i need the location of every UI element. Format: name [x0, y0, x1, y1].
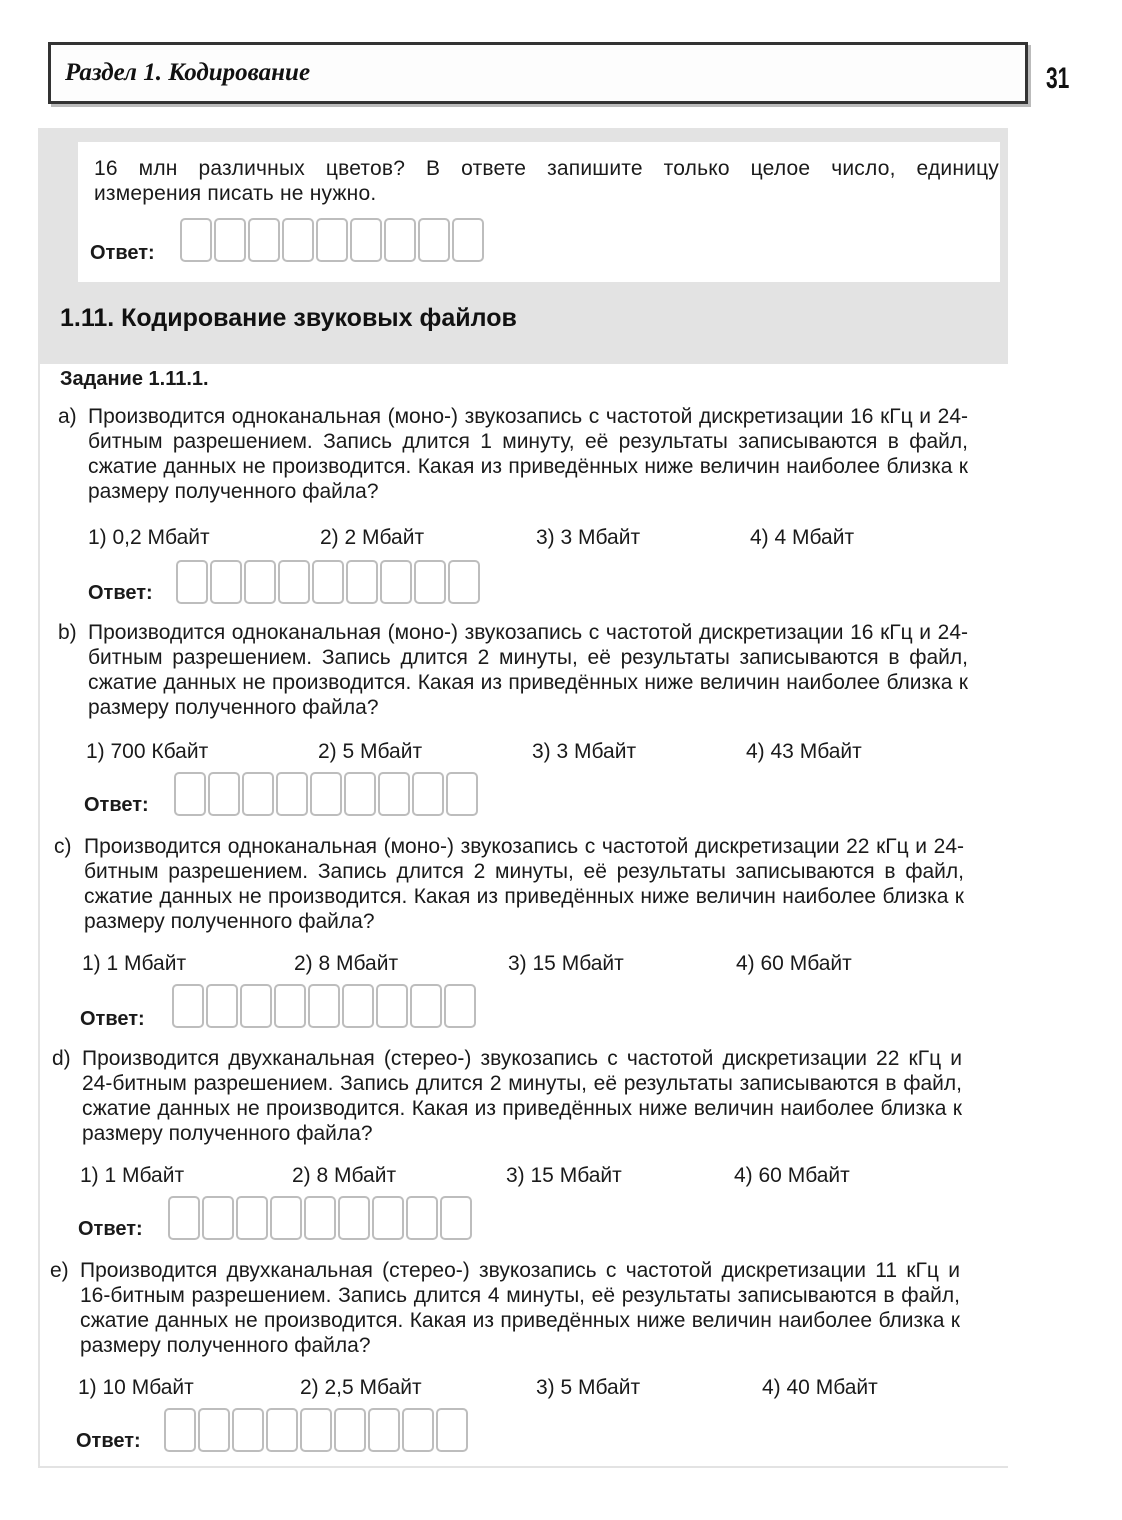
intro-line-2: измерения писать не нужно.	[94, 182, 377, 205]
intro-answer-boxes[interactable]	[180, 218, 484, 262]
options-b	[86, 740, 926, 766]
option-3[interactable]: 3) 15 Мбайт	[508, 952, 624, 975]
page-number: 31	[1046, 62, 1070, 95]
intro-line-1: 16 млн различных цветов? В ответе запишите только целое число, единицу	[94, 157, 999, 180]
answer-boxes-b[interactable]	[174, 772, 478, 816]
option-4[interactable]: 4) 43 Мбайт	[746, 740, 862, 763]
question-letter: e)	[50, 1259, 69, 1282]
option-1[interactable]: 1) 0,2 Мбайт	[88, 526, 210, 549]
question-letter: d)	[52, 1047, 71, 1070]
question-a	[58, 404, 968, 504]
question-text: Производится одноканальная (моно-) звукозапись с частотой дискретизации 16 кГц и 24-битным разрешением. Запись длится 2 минуты, её результаты записываются в файл, сжатие данных не производится. Какая из приведённых ниже величин наиболее близка к размеру полученного файла?	[88, 621, 968, 719]
task-title: Задание 1.11.1.	[60, 368, 209, 390]
option-2[interactable]: 2) 5 Мбайт	[318, 740, 423, 763]
question-letter: a)	[58, 405, 77, 428]
question-text: Производится одноканальная (моно-) звукозапись с частотой дискретизации 16 кГц и 24-битным разрешением. Запись длится 1 минуту, её результаты записываются в файл, сжатие данных не производится. Какая из приведённых ниже величин наиболее близка к размеру полученного файла?	[88, 405, 968, 503]
answer-boxes-a[interactable]	[176, 560, 480, 604]
question-text: Производится одноканальная (моно-) звукозапись с частотой дискретизации 22 кГц и 24-битным разрешением. Запись длится 2 минуты, её результаты записываются в файл, сжатие данных не производится. Какая из приведённых ниже величин наиболее близка к размеру полученного файла?	[84, 835, 964, 933]
question-b	[58, 620, 968, 720]
option-1[interactable]: 1) 10 Мбайт	[78, 1376, 194, 1399]
answer-label-b: Ответ:	[84, 794, 149, 816]
option-3[interactable]: 3) 3 Мбайт	[532, 740, 637, 763]
question-letter: c)	[54, 835, 72, 858]
option-2[interactable]: 2) 2,5 Мбайт	[300, 1376, 422, 1399]
options-c	[82, 952, 922, 978]
section-header-title: Раздел 1. Кодирование	[65, 59, 311, 86]
option-4[interactable]: 4) 60 Мбайт	[736, 952, 852, 975]
options-e	[78, 1376, 918, 1402]
option-1[interactable]: 1) 1 Мбайт	[80, 1164, 185, 1187]
question-text: Производится двухканальная (стерео-) звукозапись с частотой дискретизации 11 кГц и 16-битным разрешением. Запись длится 4 минуты, её результаты записываются в файл, сжатие данных не производится. Какая из приведённых ниже величин наиболее близка к размеру полученного файла?	[80, 1259, 960, 1357]
answer-boxes-c[interactable]	[172, 984, 476, 1028]
option-2[interactable]: 2) 8 Мбайт	[292, 1164, 397, 1187]
question-letter: b)	[58, 621, 77, 644]
answer-label-e: Ответ:	[76, 1430, 141, 1452]
section-title: 1.11. Кодирование звуковых файлов	[60, 304, 517, 332]
question-d	[52, 1046, 962, 1146]
answer-label-c: Ответ:	[80, 1008, 145, 1030]
question-c	[54, 834, 964, 934]
option-3[interactable]: 3) 15 Мбайт	[506, 1164, 622, 1187]
answer-boxes-e[interactable]	[164, 1408, 468, 1452]
answer-boxes-d[interactable]	[168, 1196, 472, 1240]
option-4[interactable]: 4) 60 Мбайт	[734, 1164, 850, 1187]
section-header	[48, 42, 1028, 104]
answer-label-d: Ответ:	[78, 1218, 143, 1240]
option-4[interactable]: 4) 40 Мбайт	[762, 1376, 878, 1399]
option-2[interactable]: 2) 2 Мбайт	[320, 526, 425, 549]
question-e	[50, 1258, 960, 1358]
option-1[interactable]: 1) 700 Кбайт	[86, 740, 209, 763]
options-a	[88, 526, 928, 552]
answer-label-a: Ответ:	[88, 582, 153, 604]
option-3[interactable]: 3) 3 Мбайт	[536, 526, 641, 549]
option-1[interactable]: 1) 1 Мбайт	[82, 952, 187, 975]
option-3[interactable]: 3) 5 Мбайт	[536, 1376, 641, 1399]
intro-answer-label: Ответ:	[90, 242, 155, 264]
option-2[interactable]: 2) 8 Мбайт	[294, 952, 399, 975]
option-4[interactable]: 4) 4 Мбайт	[750, 526, 855, 549]
options-d	[80, 1164, 920, 1190]
question-text: Производится двухканальная (стерео-) звукозапись с частотой дискретизации 22 кГц и 24-битным разрешением. Запись длится 2 минуты, её результаты записываются в файл, сжатие данных не производится. Какая из приведённых ниже величин наиболее близка к размеру полученного файла?	[82, 1047, 962, 1145]
